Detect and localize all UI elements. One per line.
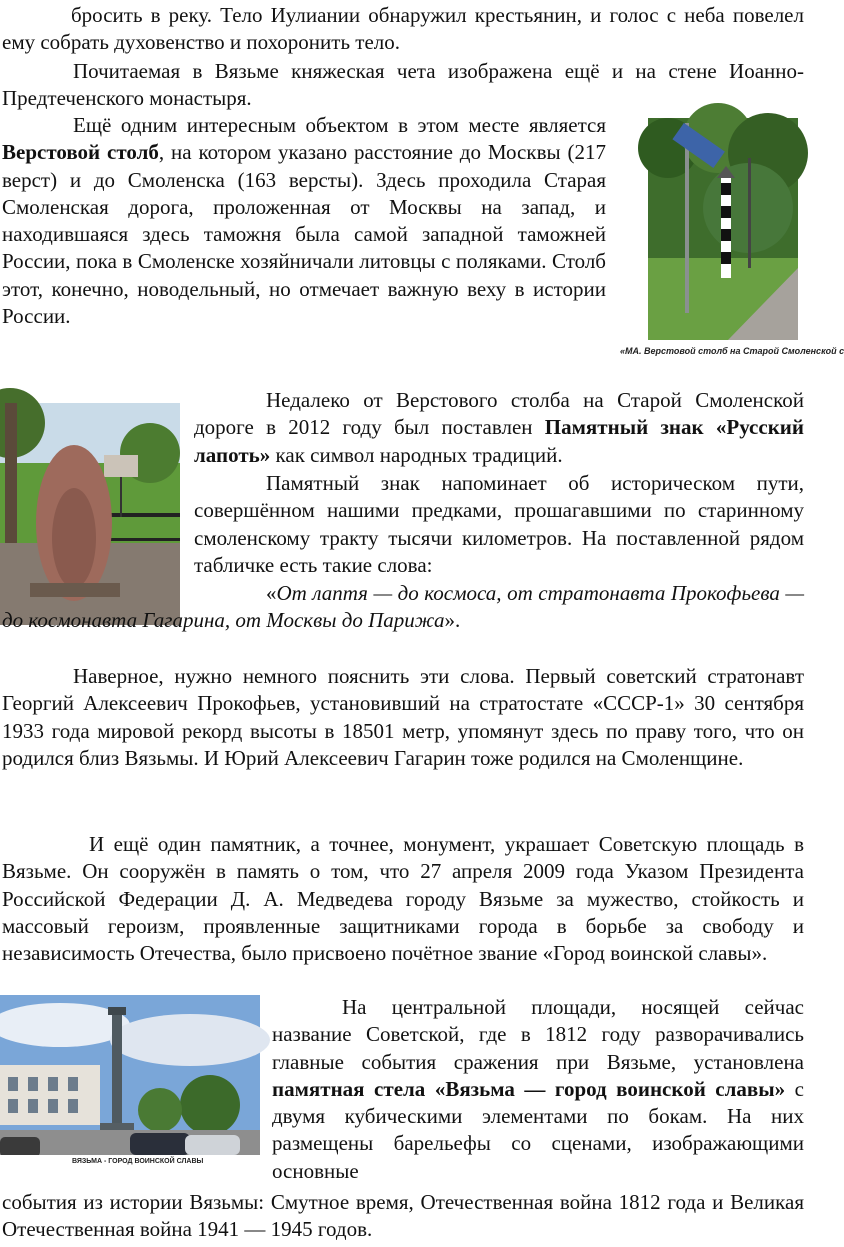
bold-verstovoy-stolb: Верстовой столб: [2, 140, 159, 165]
paragraph-prokofiev-gagarin: Наверное, нужно немного пояснить эти слова. Первый советский стратонавт Георгий Алексеевич Прокофьев, установивший на стратостате «СССР-1» 30 сентября 1933 года мировой рекорд высоты в 18501 метр, упомянут здесь по праву того, что он родился близ Вязьмы. И Юрий Алексеевич Гагарин тоже родился на Смоленщине.: [2, 664, 804, 770]
paragraph-gorod-voinskoy-slavy: И ещё один памятник, а точнее, монумент, украшает Советскую площадь в Вязьме. Он сооружён в память о том, что 27 апреля 2009 года Указом Президента Российской Федерации Д. А. Медведева городу Вязьме за мужество, стойкость и массовый героизм, проявленные защитниками города в борьбе за свободу и независимость Отечества, было присвоено почётное звание «Город воинской славы».: [2, 832, 804, 966]
paragraph-quote-tablichka: «От лаптя — до космоса, от стратонавта Прокофьева — до космонавта Гагарина, от Москвы до Парижа».: [2, 581, 804, 633]
bold-russkiy-lapot: Памятный знак «Русский лапоть»: [194, 415, 804, 467]
caption-verstovoy-stolb: «МА. Верстовой столб на Старой Смоленской с: [620, 346, 844, 356]
paragraph-sobytiya-istorii: события из истории Вязьмы: Смутное время, Отечественная война 1812 года и Великая Отечественная война 1941 — 1945 годов.: [2, 1190, 804, 1242]
photo-stela-vyazma: [0, 995, 260, 1170]
paragraph-julianiya: бросить в реку. Тело Иулиании обнаружил крестьянин, и голос с неба повелел ему собрать духовенство и похоронить тело.: [2, 3, 804, 55]
bold-stela: памятная стела «Вязьма — город воинской славы»: [272, 1076, 786, 1101]
paragraph-istoricheskiy-put: Памятный знак напоминает об историческом пути, совершённом нашими предками, прошагавшими по старинному смоленскому тракту тысячи километров. На поставленной рядом табличке есть такие слова:: [194, 471, 804, 577]
quote-text: От лаптя — до космоса, от стратонавта Прокофьева — до космонавта Гагарина, от Москвы до Парижа: [2, 581, 804, 633]
paragraph-verstovoy-stolb: Ещё одним интересным объектом в этом месте является Верстовой столб, на котором указано расстояние до Москвы (217 верст) и до Смоленска (163 версты). Здесь проходила Старая Смоленская дорога, проложенная от Москвы на запад, и находившаяся здесь таможня была самой западной таможней России, пока в Смоленске хозяйничали литовцы с поляками. Столб этот, конечно, новодельный, но отмечает важную веху в истории России.: [2, 113, 606, 329]
paragraph-stela: На центральной площади, носящей сейчас название Советской, где в 1812 году разворачивались главные события сражения при Вязьме, установлена памятная стела «Вязьма — город воинской славы» с двумя кубическими элементами по бокам. На них размещены барельефы со сценами, изображающими основные: [272, 995, 804, 1183]
paragraph-monastery: Почитаемая в Вязьме княжеская чета изображена ещё и на стене Иоанно-Предтеченского монастыря.: [2, 59, 804, 111]
paragraph-russkiy-lapot: Недалеко от Верстового столба на Старой Смоленской дороге в 2012 году был поставлен Памятный знак «Русский лапоть» как символ народных традиций.: [194, 388, 804, 467]
caption-stela-vyazma: ВЯЗЬМА - ГОРОД ВОИНСКОЙ СЛАВЫ: [72, 1158, 204, 1165]
photo-verstovoy-stolb: [648, 118, 798, 340]
